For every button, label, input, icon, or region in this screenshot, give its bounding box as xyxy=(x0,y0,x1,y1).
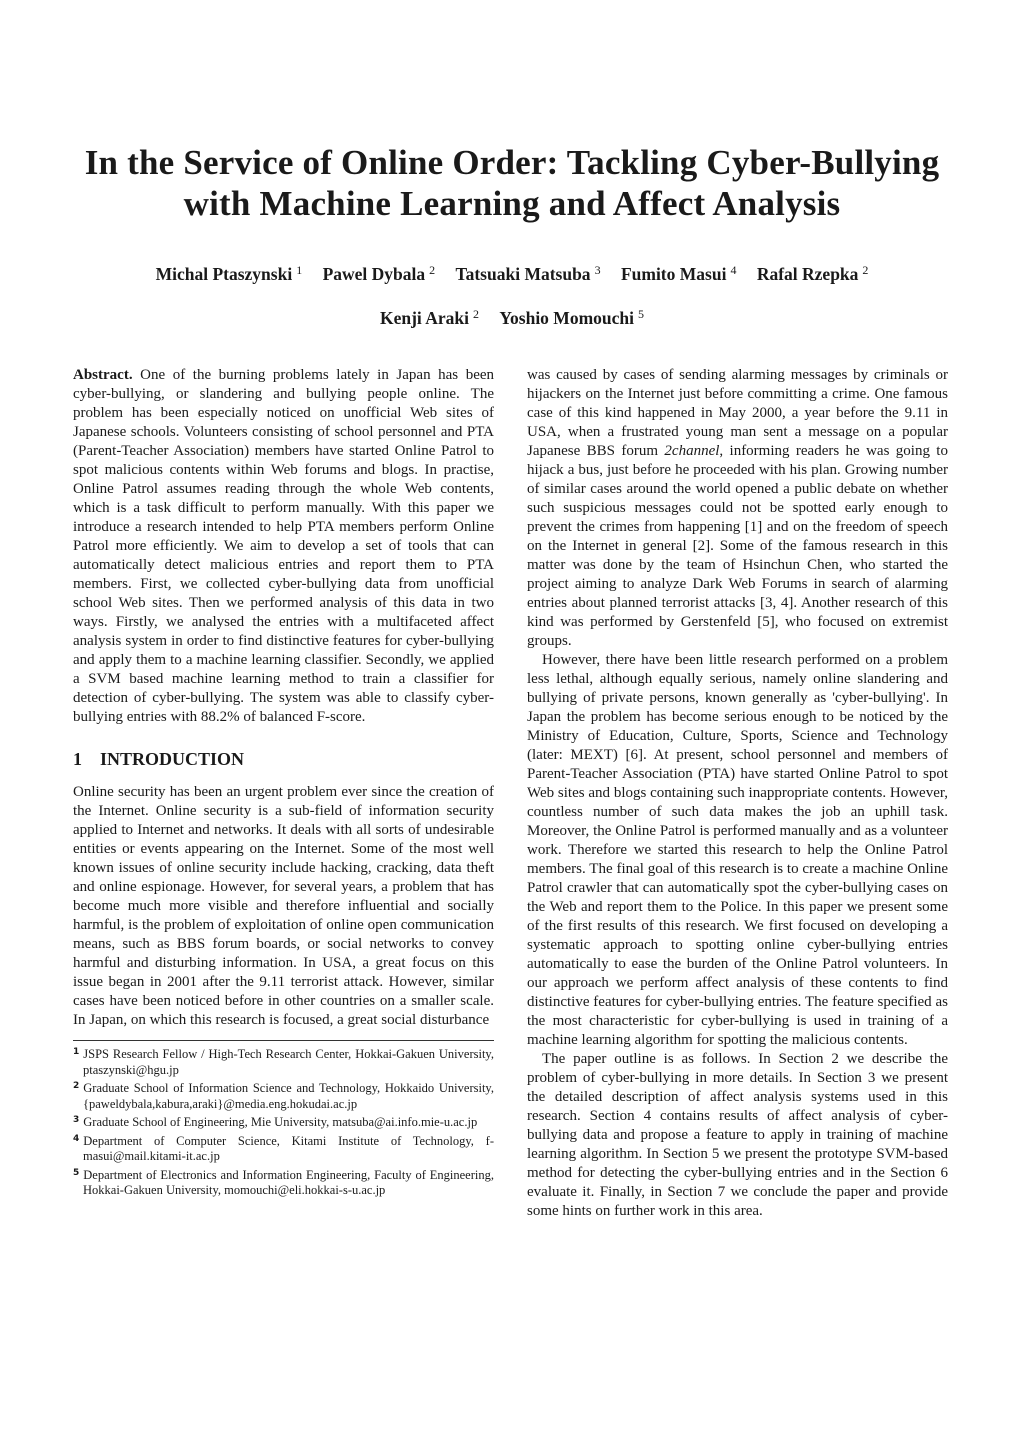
abstract-label: Abstract. xyxy=(73,367,133,383)
title-line-1: In the Service of Online Order: Tackling Cyber-Bullying xyxy=(84,143,940,182)
paper-title xyxy=(60,142,964,224)
author: Michal Ptaszynski $^1$ xyxy=(155,263,303,284)
right-column xyxy=(527,366,948,1221)
forum-name: 2channel xyxy=(664,443,720,459)
author: Tatsuaki Matsuba $^3$ xyxy=(455,263,601,284)
author: Pawel Dybala $^2$ xyxy=(322,263,436,284)
intro-paragraph-2: However, there have been little research performed on a problem less lethal, although equally serious, namely online slandering and bullying of private persons, known generally as 'cyber-bullying'. In Japan the problem has become serious enough to be noticed by the Ministry of Education, Culture, Sports, Science and Technology (later: MEXT) [6]. At present, school personnel and members of Parent-Teacher Association (PTA) have started Online Patrol to spot Web sites and blogs containing such inappropriate contents. However, countless number of such data makes the job an uphill task. Moreover, the Online Patrol is performed manually and as a volunteer work. Therefore we started this research to help the Online Patrol members. The final goal of this research is to create a machine Online Patrol crawler that can automatically spot the cyber-bullying cases on the Web and report them to the Police. In this paper we present some of the first results of this research. We first focused on developing a systematic approach to spotting online cyber-bullying entries automatically to ease the burden of the Online Patrol volunteers. In our approach we perform affect analysis of these contents to find distinctive features for cyber-bullying entries. The feature specified as the most characteristic for cyber-bullying is used in training of a machine learning algorithm for spotting the malicious contents. xyxy=(527,652,948,1048)
title-line-2: with Machine Learning and Affect Analysis xyxy=(183,184,841,223)
author-list-row-2 xyxy=(60,307,964,329)
footnote: $^1$ JSPS Research Fellow / High-Tech Research Center, Hokkai-Gakuen University, ptaszynski@hgu.jp xyxy=(73,1047,494,1077)
author: Kenji Araki $^2$ xyxy=(379,307,479,328)
footnotes xyxy=(73,1040,494,1200)
footnote: $^4$ Department of Computer Science, Kitami Institute of Technology, f-masui@mail.kitami-it.ac.jp xyxy=(73,1133,494,1163)
abstract-text: One of the burning problems lately in Japan has been cyber-bullying, or slandering and bullying people online. The problem has been especially noticed on unofficial Web sites of Japanese schools. Volunteers consisting of school personnel and PTA (Parent-Teacher Association) members have started Online Patrol to spot malicious contents within Web forums and blogs. In practise, Online Patrol assumes reading through the whole Web contents, which is a task difficult to perform manually. With this paper we introduce a research intended to help PTA members perform Online Patrol more efficiently. We aim to develop a set of tools that can automatically detect malicious entries and report them to PTA members. First, we collected cyber-bullying data from unofficial school Web sites. Then we performed analysis of this data in two ways. Firstly, we analysed the entries with a multifaceted affect analysis system in order to find distinctive features for cyber-bullying and apply them to a machine learning classifier. Secondly, we applied a SVM based machine learning method to train a classifier for detection of cyber-bullying. The system was able to classify cyber-bullying entries with 88.2% of balanced F-score. xyxy=(73,367,495,725)
author: Fumito Masui $^4$ xyxy=(620,263,737,284)
section-heading xyxy=(73,750,494,769)
intro-paragraph-3: The paper outline is as follows. In Section 2 we describe the problem of cyber-bullying in more details. In Section 3 we present the detailed description of affect analysis systems used in this research. Section 4 contains results of affect analysis of cyber-bullying data and propose a feature to apply in training of machine learning algorithm. In Section 5 we present the prototype SVM-based method for detecting the cyber-bullying entries and in the Section 6 evaluate it. Finally, in Section 7 we conclude the paper and provide some hints on further work in this area. xyxy=(527,1051,948,1219)
section-title: INTRODUCTION xyxy=(100,749,245,769)
intro-paragraph-1-continued: was caused by cases of sending alarming messages by criminals or hijackers on the Internet just before committing a crime. One famous case of this kind happened in May 2000, a year before the 9.11 in USA, when a frustrated young man sent a message on a popular Japanese BBS forum 2channel, informing readers he was going to hijack a bus, just before he proceeded with his plan. Growing number of similar cases around the world opened a public debate on whether such suspicious messages could not be spotted early enough to prevent the crimes from happening [1] and on the freedom of speech on the Internet in general [2]. Some of the famous research in this matter was done by the team of Hsinchun Chen, who started the project aiming to analyze Dark Web Forums in search of alarming entries about planned terrorist attacks [3, 4]. Another research of this kind was performed by Gerstenfeld [5], who focused on extremist groups. xyxy=(527,367,948,649)
abstract xyxy=(73,366,494,727)
footnote: $^3$ Graduate School of Engineering, Mie University, matsuba@ai.info.mie-u.ac.jp xyxy=(73,1115,478,1129)
author-list-row-1 xyxy=(60,263,964,285)
author: Yoshio Momouchi $^5$ xyxy=(499,307,644,328)
section-number: 1 xyxy=(73,749,82,769)
left-column xyxy=(73,366,494,1030)
footnote: $^2$ Graduate School of Information Science and Technology, Hokkaido University, {paweldybala,kabura,araki}@media.eng.hokudai.ac.jp xyxy=(73,1081,494,1111)
intro-paragraph-1: Online security has been an urgent problem ever since the creation of the Internet. Online security is a sub-field of information security applied to Internet and networks. It deals with all sorts of undesirable entities or events appearing on the Internet. Some of the most well known issues of online security include hacking, cracking, data theft and online espionage. However, for several years, a problem that has become much more visible and therefore influential and socially harmful, is the problem of exploitation of online open communication means, such as BBS forum boards, or social networks to convey harmful and disturbing information. In USA, a great focus on this issue began in 2001 after the 9.11 terrorist attack. However, similar cases have been noticed before in other countries on a smaller scale. In Japan, on which this research is focused, a great social disturbance xyxy=(73,784,494,1028)
footnote: $^5$ Department of Electronics and Information Engineering, Faculty of Engineering, Hokkai-Gakuen University, momouchi@eli.hokkai-s-u.ac.jp xyxy=(73,1167,494,1197)
author: Rafal Rzepka $^2$ xyxy=(756,263,869,284)
